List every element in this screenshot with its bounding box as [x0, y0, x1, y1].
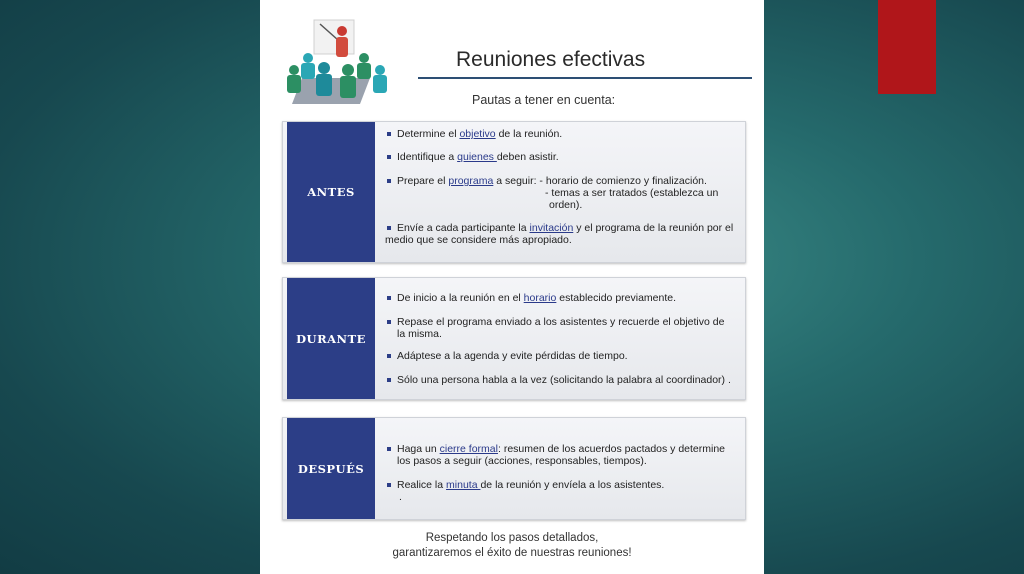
bullet-icon [387, 447, 391, 451]
section-antes [282, 121, 746, 263]
closing-line-2: garantizaremos el éxito de nuestras reuniones! [392, 547, 632, 559]
list-item: Realice la minuta de la reunión y envíela a los asistentes. [387, 479, 735, 491]
keyword-link: programa [448, 175, 494, 187]
keyword-link: objetivo [459, 128, 496, 140]
list-item: Prepare el programa a seguir: - horario de comienzo y finalización. [387, 175, 735, 187]
bullet-icon [387, 378, 391, 382]
list-item: De inicio a la reunión en el horario establecido previamente. [387, 292, 735, 304]
document-page [260, 0, 764, 574]
title-underline [418, 77, 752, 79]
list-item-continuation: orden). [549, 199, 583, 211]
list-item: Identifique a quienes deben asistir. [387, 151, 735, 163]
list-item: Envíe a cada participante la invitación y el programa de la reunión por el [387, 222, 735, 234]
red-accent-tab [878, 0, 936, 94]
section-band [287, 278, 375, 399]
section-durante [282, 277, 746, 400]
bullet-icon [387, 132, 391, 136]
bullet-icon [387, 226, 391, 230]
closing-line-1: Respetando los pasos detallados, [425, 532, 599, 544]
keyword-link: invitación [529, 222, 574, 234]
section-label: DESPUÉS [297, 461, 365, 476]
list-item: Adáptese a la agenda y evite pérdidas de tiempo. [387, 350, 735, 362]
page-title: Reuniones efectivas [456, 48, 646, 71]
keyword-link: quienes [457, 151, 497, 163]
keyword-link: horario [523, 292, 557, 304]
bullet-icon [387, 320, 391, 324]
list-item: Determine el objetivo de la reunión. [387, 128, 735, 140]
list-item-continuation: la misma. [397, 328, 442, 340]
keyword-link: minuta [446, 479, 481, 491]
closing-message [260, 531, 764, 561]
bullet-icon [387, 155, 391, 159]
keyword-link: cierre formal [439, 443, 498, 455]
list-item-continuation: medio que se considere más apropiado. [385, 234, 572, 246]
list-item-continuation: los pasos a seguir (acciones, responsables, tiempos). [397, 455, 647, 467]
list-item: Sólo una persona habla a la vez (solicitando la palabra al coordinador) . [387, 374, 735, 386]
section-label: ANTES [307, 185, 355, 199]
list-item-continuation: - temas a ser tratados (establezca un [545, 187, 719, 199]
section-band [287, 418, 375, 519]
bullet-icon [387, 354, 391, 358]
subtitle: Pautas a tener en cuenta: [472, 93, 616, 107]
bullet-icon [387, 296, 391, 300]
section-label: DURANTE [296, 331, 366, 346]
list-item: Repase el programa enviado a los asistentes y recuerde el objetivo de [387, 316, 735, 328]
bullet-icon [387, 483, 391, 487]
trailing-period: . [399, 491, 402, 503]
bullet-icon [387, 179, 391, 183]
section-band [287, 122, 375, 262]
list-item: Haga un cierre formal: resumen de los acuerdos pactados y determine [387, 443, 735, 455]
meeting-presentation-illustration [280, 18, 392, 104]
section-despues [282, 417, 746, 520]
